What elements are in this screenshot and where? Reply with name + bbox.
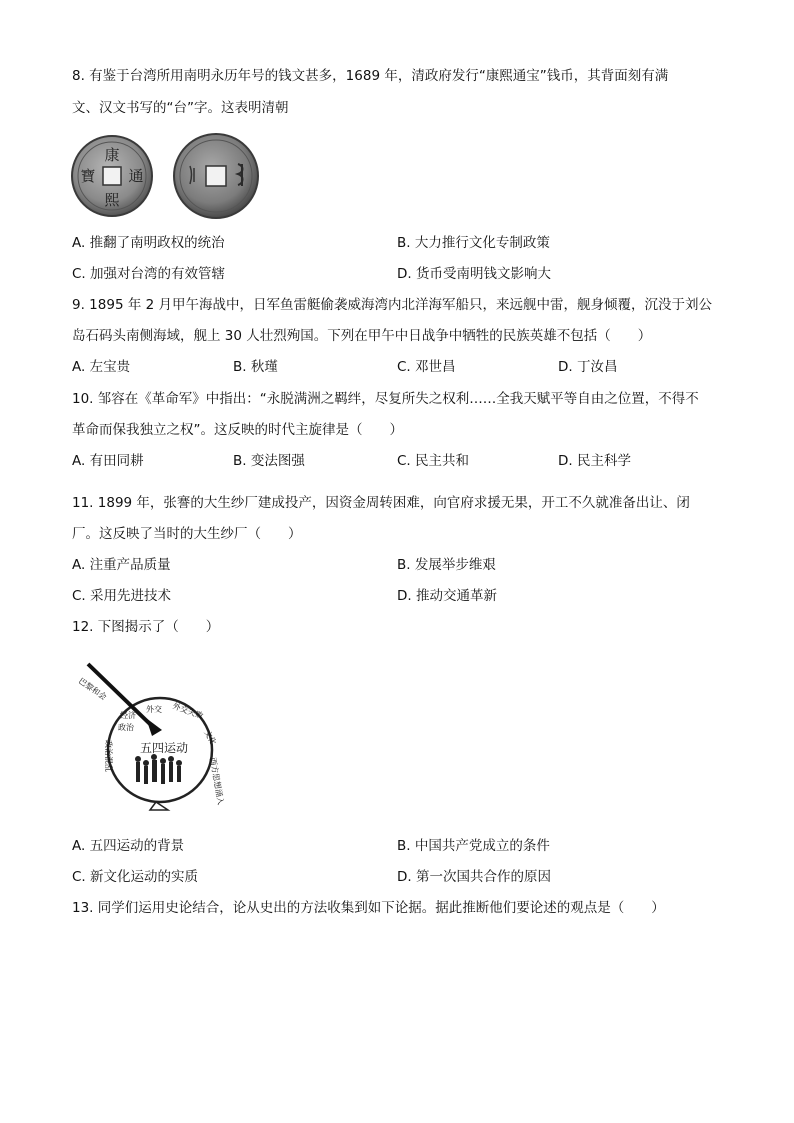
q11-stem-line2: 厂。这反映了当时的大生纱厂（ ） — [72, 526, 302, 542]
q11-option-c[interactable]: C. 采用先进技术 — [72, 588, 172, 604]
coin-images — [70, 130, 270, 222]
diagram-center-label: 五四运动 — [139, 741, 189, 755]
coin-char-left: 寶 — [80, 167, 96, 185]
q9-option-c[interactable]: C. 邓世昌 — [397, 359, 456, 375]
q10-option-d[interactable]: D. 民主科学 — [558, 453, 631, 469]
q11-stem-line1: 11. 1899 年，张謇的大生纱厂建成投产，因资金周转困难，向官府求援无果，开工不久就准备出让、闭 — [72, 495, 690, 511]
coin-char-bottom: 熙 — [104, 191, 120, 209]
q10-stem-line2: 革命而保我独立之权”。这反映的时代主旋律是（ ） — [72, 422, 403, 438]
q8-option-b[interactable]: B. 大力推行文化专制政策 — [397, 235, 550, 251]
diagram-label-politics: 政治 — [118, 723, 134, 732]
q12-option-a[interactable]: A. 五四运动的背景 — [72, 838, 185, 854]
q9-option-d[interactable]: D. 丁汝昌 — [558, 359, 618, 375]
q10-option-c[interactable]: C. 民主共和 — [397, 453, 470, 469]
q8-option-a[interactable]: A. 推翻了南明政权的统治 — [72, 235, 225, 251]
q10-stem-line1: 10. 邹容在《革命军》中指出：“永脱满洲之羁绊，尽复所失之权利……全我天赋平等自由之位置，不得不 — [72, 391, 699, 407]
q9-stem-line2: 岛石码头南侧海域，舰上 30 人壮烈殉国。下列在甲午中日战争中牺牲的民族英雄不包括（ ） — [72, 328, 652, 344]
q11-option-b[interactable]: B. 发展举步维艰 — [397, 557, 496, 573]
diagram-label-economy: 经济 — [120, 711, 136, 720]
diagram-label-political-chaos: 政治混乱 — [104, 740, 113, 772]
q12-option-d[interactable]: D. 第一次国共合作的原因 — [397, 869, 551, 885]
q8-option-c[interactable]: C. 加强对台湾的有效管辖 — [72, 266, 226, 282]
q10-option-b[interactable]: B. 变法图强 — [233, 453, 305, 469]
coin-char-top: 康 — [104, 146, 120, 164]
may-fourth-diagram — [72, 660, 232, 820]
q8-stem-line1: 8. 有鉴于台湾所用南明永历年号的钱文甚多，1689 年，清政府发行“康熙通宝”钱币，其背面刻有满 — [72, 68, 669, 84]
coin-char-right: 通 — [128, 167, 144, 185]
q11-option-d[interactable]: D. 推动交通革新 — [397, 588, 497, 604]
q9-stem-line1: 9. 1895 年 2 月甲午海战中，日军鱼雷艇偷袭威海湾内北洋海军船只，来远舰中雷，舰身倾覆，沉没于刘公 — [72, 297, 712, 313]
diagram-label-paris: 巴黎和会 — [76, 676, 109, 702]
q8-option-d[interactable]: D. 货币受南明钱文影响大 — [397, 266, 551, 282]
q12-stem: 12. 下图揭示了（ ） — [72, 619, 220, 635]
q10-option-a[interactable]: A. 有田同耕 — [72, 453, 144, 469]
coin-front — [72, 136, 152, 216]
diagram-label-western-thought: 西方思想涌入 — [208, 756, 226, 806]
q11-option-a[interactable]: A. 注重产品质量 — [72, 557, 171, 573]
diagram-label-culture: 文化 — [202, 728, 219, 747]
q12-option-b[interactable]: B. 中国共产党成立的条件 — [397, 838, 550, 854]
q9-option-b[interactable]: B. 秋瑾 — [233, 359, 278, 375]
q12-option-c[interactable]: C. 新文化运动的实质 — [72, 869, 199, 885]
q8-stem-line2: 文、汉文书写的“台”字。这表明清朝 — [72, 100, 289, 116]
diagram-label-diplomacy: 外交 — [146, 705, 162, 714]
q9-option-a[interactable]: A. 左宝贵 — [72, 359, 131, 375]
diagram-label-diplomatic-failure: 外交失败 — [171, 701, 205, 721]
coin-back — [174, 134, 258, 218]
q13-stem: 13. 同学们运用史论结合，论从史出的方法收集到如下论据。据此推断他们要论述的观点是（ ） — [72, 900, 665, 916]
